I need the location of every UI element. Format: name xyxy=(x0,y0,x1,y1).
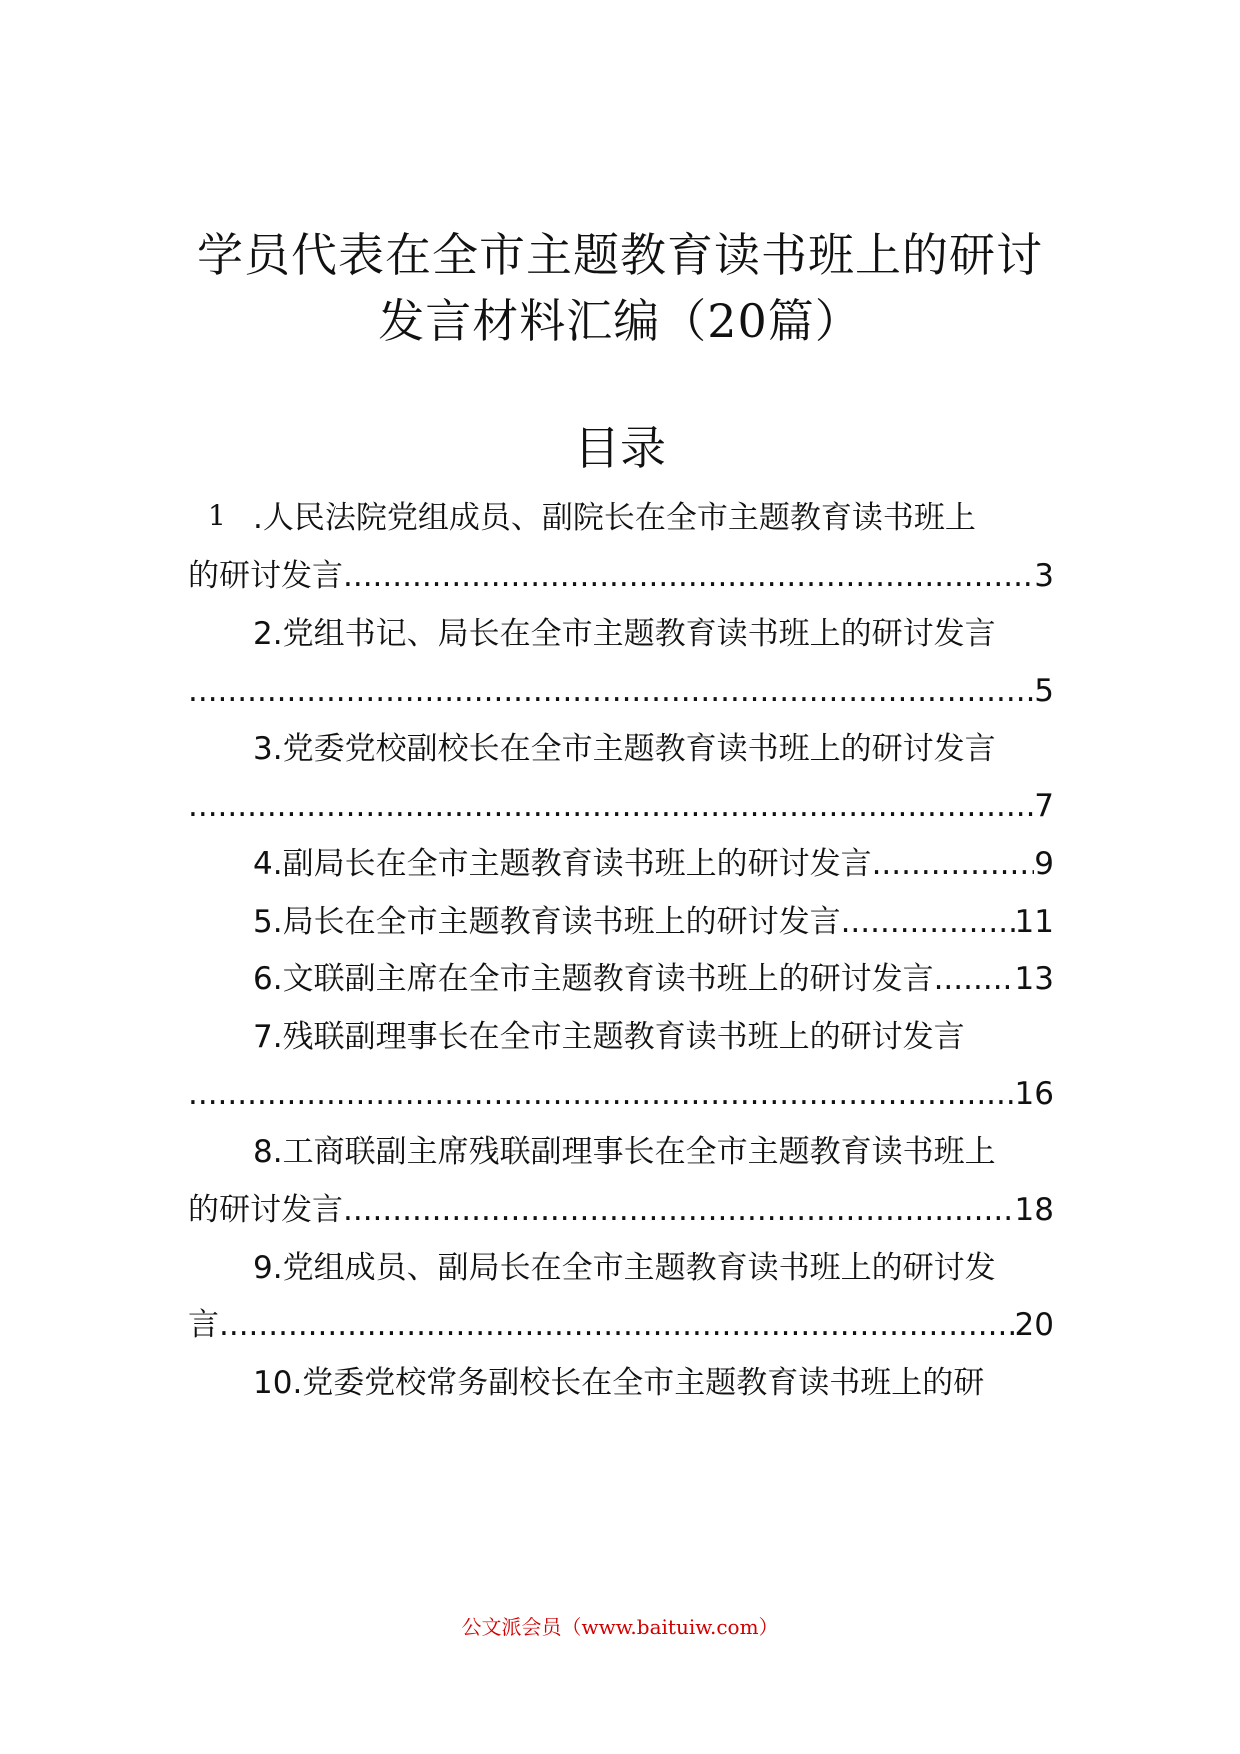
stray-number: 1 xyxy=(208,499,226,532)
toc-page-number: 7 xyxy=(1034,788,1054,824)
toc-entry-4[interactable] xyxy=(188,846,1054,882)
toc-entry-text: 8.工商联副主席残联副理事长在全市主题教育读书班上 xyxy=(253,1134,996,1170)
toc-entry-2-line-2[interactable] xyxy=(188,673,1054,709)
toc-entry-8-line-1[interactable] xyxy=(188,1134,1054,1170)
toc-entry-text: 3.党委党校副校长在全市主题教育读书班上的研讨发言 xyxy=(253,731,996,767)
dot-leader xyxy=(188,1079,1015,1110)
table-of-contents xyxy=(188,0,1054,1754)
toc-entry-1-line-2[interactable] xyxy=(188,558,1054,594)
dot-leader xyxy=(188,791,1034,822)
title-prefix: 发言材料汇编（ xyxy=(378,294,708,348)
dot-leader xyxy=(872,849,1035,880)
toc-entry-text: 7.残联副理事长在全市主题教育读书班上的研讨发言 xyxy=(253,1019,965,1055)
dot-leader xyxy=(841,907,1015,938)
toc-page-number: 16 xyxy=(1014,1076,1054,1112)
toc-entry-text: 言 xyxy=(188,1307,219,1343)
toc-entry-6[interactable] xyxy=(188,961,1054,997)
toc-entry-text: .人民法院党组成员、副院长在全市主题教育读书班上 xyxy=(253,500,976,536)
toc-entry-text: 的研讨发言 xyxy=(188,1192,343,1228)
toc-page-number: 11 xyxy=(1014,904,1054,940)
toc-page-number: 5 xyxy=(1034,673,1054,709)
toc-entry-text: 5.局长在全市主题教育读书班上的研讨发言 xyxy=(253,904,841,940)
toc-entry-7-line-1[interactable] xyxy=(188,1019,1054,1055)
toc-page-number: 20 xyxy=(1014,1307,1054,1343)
toc-entry-text: 2.党组书记、局长在全市主题教育读书班上的研讨发言 xyxy=(253,616,996,652)
dot-leader xyxy=(219,1310,1015,1341)
toc-entry-text: 4.副局长在全市主题教育读书班上的研讨发言 xyxy=(253,846,872,882)
toc-entry-9-line-2[interactable] xyxy=(188,1307,1054,1343)
toc-page-number: 3 xyxy=(1034,558,1054,594)
toc-page-number: 13 xyxy=(1014,961,1054,997)
toc-entry-5[interactable] xyxy=(188,904,1054,940)
toc-entry-7-line-2[interactable] xyxy=(188,1076,1054,1112)
toc-entry-10-line-1[interactable] xyxy=(188,1365,1054,1401)
toc-page-number: 18 xyxy=(1014,1192,1054,1228)
toc-entry-text: 9.党组成员、副局长在全市主题教育读书班上的研讨发 xyxy=(253,1250,996,1286)
dot-leader xyxy=(343,561,1034,592)
document-title-line-1: 学员代表在全市主题教育读书班上的研讨 xyxy=(197,228,1043,282)
toc-entry-3-line-1[interactable] xyxy=(188,731,1054,767)
dot-leader xyxy=(343,1195,1015,1226)
toc-entry-text: 的研讨发言 xyxy=(188,558,343,594)
toc-entry-2-line-1[interactable] xyxy=(188,616,1054,652)
toc-entry-3-line-2[interactable] xyxy=(188,788,1054,824)
title-count: 20 xyxy=(707,294,768,348)
dot-leader xyxy=(188,676,1034,707)
toc-page-number: 9 xyxy=(1034,846,1054,882)
footer-watermark: 公文派会员（www.baituiw.com） xyxy=(461,1615,779,1639)
toc-entry-text: 10.党委党校常务副校长在全市主题教育读书班上的研 xyxy=(253,1365,985,1401)
title-suffix: 篇） xyxy=(767,294,862,348)
toc-entry-1-line-1[interactable] xyxy=(188,499,1054,536)
toc-heading: 目录 xyxy=(574,421,666,475)
toc-entry-8-line-2[interactable] xyxy=(188,1192,1054,1228)
toc-entry-text: 6.文联副主席在全市主题教育读书班上的研讨发言 xyxy=(253,961,934,997)
dot-leader xyxy=(934,964,1015,995)
toc-entry-9-line-1[interactable] xyxy=(188,1250,1054,1286)
